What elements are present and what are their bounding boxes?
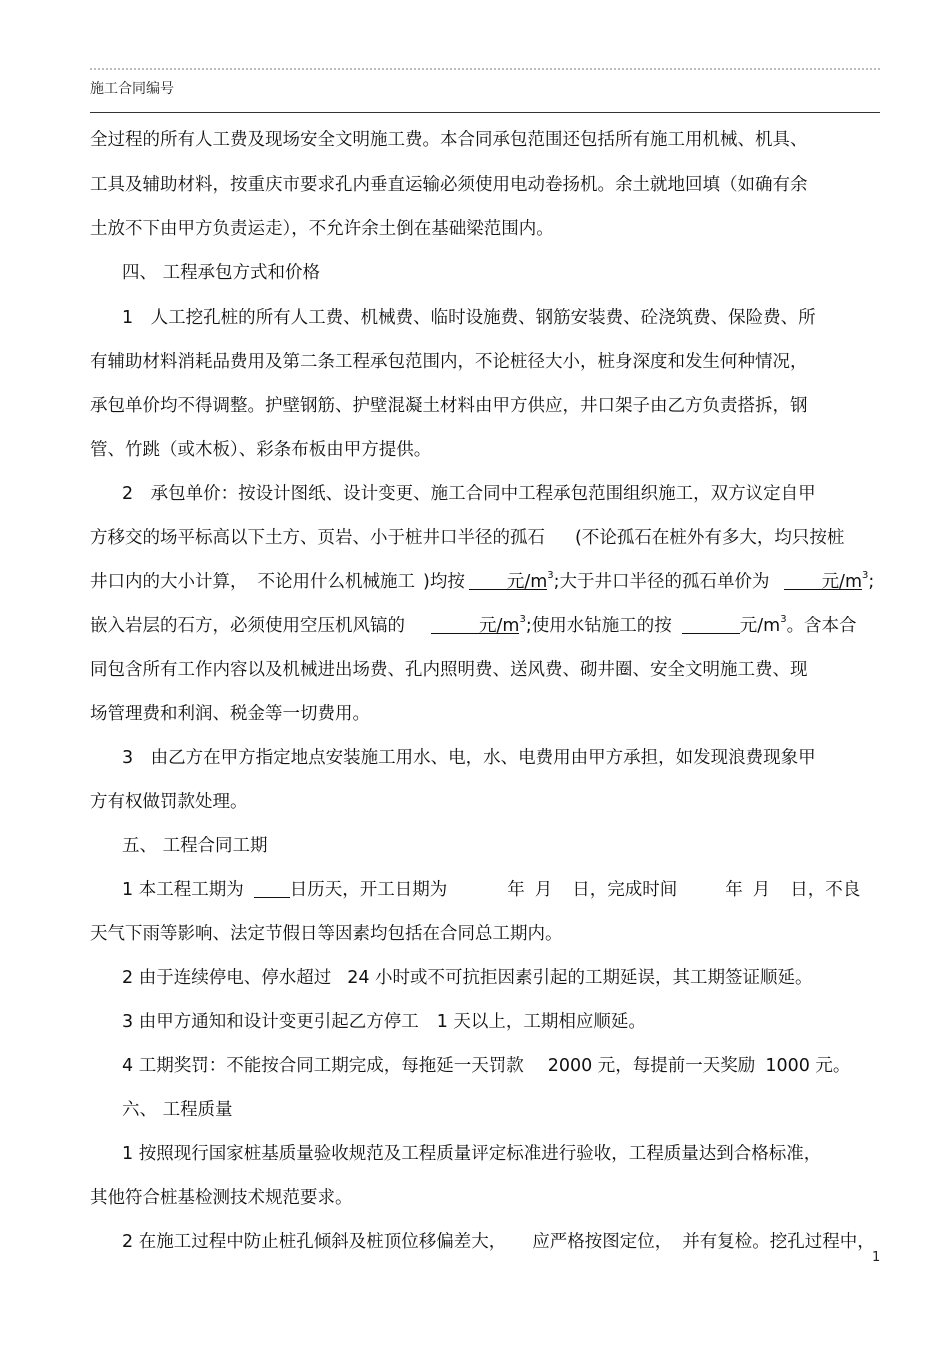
paragraph-line: 1 本工程工期为 日历天，开工日期为 年 月 日，完成时间 年 月 日，不良	[122, 880, 861, 900]
price-blank: 元/m	[431, 614, 519, 634]
exponent: 3	[862, 570, 869, 581]
text-segment: ;大于井口半径的孤石单价为	[553, 572, 770, 592]
paragraph-line: 全过程的所有人工费及现场安全文明施工费。本合同承包范围还包括所有施工用机械、机具、	[90, 130, 808, 150]
paragraph-line	[90, 570, 874, 594]
paragraph-line: 方有权做罚款处理。	[90, 792, 248, 812]
paragraph-line: 其他符合桩基检测技术规范要求。	[90, 1188, 353, 1208]
paragraph-line: 2 在施工过程中防止桩孔倾斜及桩顶位移偏差大， 应严格按图定位， 并有复检。挖孔过程中，	[122, 1232, 875, 1252]
paragraph-line: 嵌入岩层的石方，必须使用空压机风镐的 元$/m^3$;使用水钻施工的按 元$/m^3$。含本合	[90, 614, 857, 636]
days-blank	[254, 878, 290, 898]
text-segment: 嵌入岩层的石方，必须使用空压机风镐的	[90, 616, 405, 636]
text-segment: 。含本合	[786, 616, 857, 636]
section-heading: 五、 工程合同工期	[122, 836, 268, 856]
page-number: 1	[872, 1250, 881, 1265]
price-blank: 元/m	[469, 570, 547, 590]
paragraph-line: 场管理费和利润、税金等一切费用。	[90, 704, 370, 724]
paragraph-line: 天气下雨等影响、法定节假日等因素均包括在合同总工期内。	[90, 924, 563, 944]
text-segment: ;使用水钻施工的按	[525, 616, 672, 636]
exponent: 3	[519, 614, 526, 625]
paragraph-line: 3 由乙方在甲方指定地点安装施工用水、电，水、电费用由甲方承担，如发现浪费现象甲	[122, 748, 816, 768]
text-segment: )均按	[423, 572, 465, 592]
paragraph-line: 4 工期奖罚：不能按合同工期完成，每拖延一天罚款 2000 元，每提前一天奖励 1000 元。	[122, 1056, 851, 1076]
section-heading: 四、 工程承包方式和价格	[122, 263, 321, 283]
paragraph-line: 同包含所有工作内容以及机械进出场费、孔内照明费、送风费、砌井圈、安全文明施工费、现	[90, 660, 808, 680]
paragraph-line: 1 按照现行国家桩基质量验收规范及工程质量评定标准进行验收，工程质量达到合格标准，	[122, 1144, 822, 1164]
text-segment: 井口内的大小计算，	[90, 572, 248, 592]
section-heading: 六、 工程质量	[122, 1100, 233, 1120]
header-divider	[90, 112, 880, 113]
paragraph-line: 2 承包单价：按设计图纸、设计变更、施工合同中工程承包范围组织施工，双方议定自甲	[122, 484, 816, 504]
contract-number-header: 施工合同编号	[90, 81, 174, 97]
paragraph-line	[90, 526, 844, 550]
price-blank: 元/m	[784, 570, 862, 590]
paragraph-line: 管、竹跳（或木板）、彩条布板由甲方提供。	[90, 440, 432, 460]
exponent: 3	[547, 570, 554, 581]
text-segment: ;	[868, 572, 875, 592]
paragraph-line: 承包单价均不得调整。护壁钢筋、护壁混凝土材料由甲方供应，井口架子由乙方负责搭拆，钢	[90, 396, 808, 416]
paragraph-line: 1 人工挖孔桩的所有人工费、机械费、临时设施费、钢筋安装费、砼浇筑费、保险费、所	[122, 308, 816, 328]
text-segment: 不论用什么机械施工	[257, 572, 415, 592]
price-blank	[682, 614, 740, 634]
top-dotted-border	[90, 68, 880, 70]
text-segment: (不论孤石在桩外有多大，均只按桩	[575, 528, 845, 548]
paragraph-line: 3 由甲方通知和设计变更引起乙方停工 1 天以上，工期相应顺延。	[122, 1012, 646, 1032]
exponent: 3	[780, 614, 787, 625]
paragraph-line: 土放不下由甲方负责运走），不允许余土倒在基础梁范围内。	[90, 219, 554, 239]
paragraph-line: 有辅助材料消耗品费用及第二条工程承包范围内，不论桩径大小，桩身深度和发生何种情况，	[90, 352, 808, 372]
text-segment: 日历天，开工日期为	[289, 880, 448, 900]
text-segment: 1 本工程工期为	[122, 880, 244, 900]
text-segment: 方移交的场平标高以下土方、页岩、小于桩井口半径的孤石	[90, 528, 545, 548]
paragraph-line: 工具及辅助材料，按重庆市要求孔内垂直运输必须使用电动卷扬机。余土就地回填（如确有余	[90, 175, 808, 195]
paragraph-line: 2 由于连续停电、停水超过 24 小时或不可抗拒因素引起的工期延误，其工期签证顺延。	[122, 968, 813, 988]
